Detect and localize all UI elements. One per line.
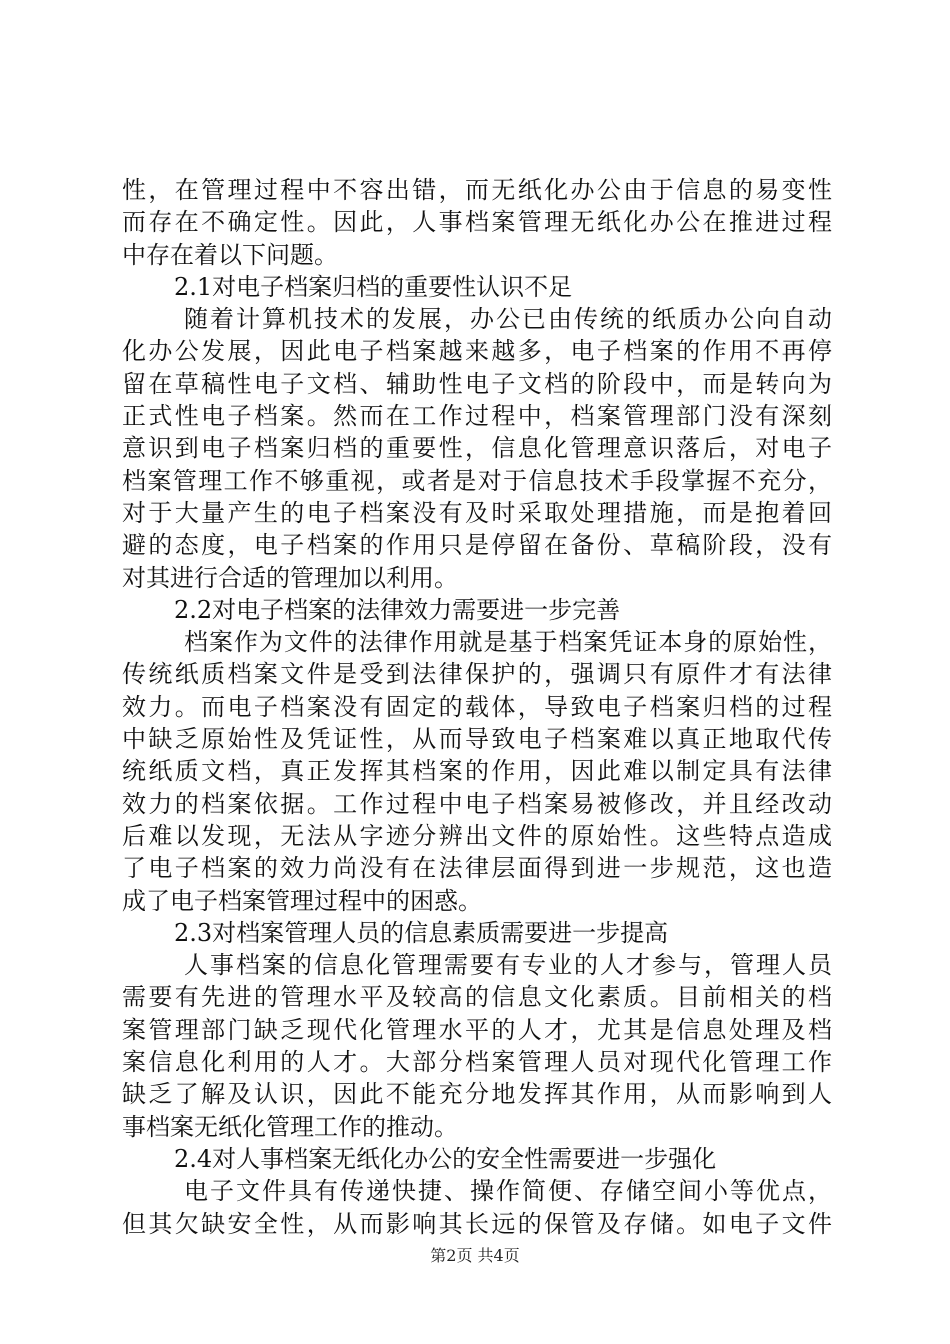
paragraph-first-line: 电子文件具有传递快捷、操作简便、存储空间小等优点， xyxy=(184,1177,832,1206)
body-line: 需要有先进的管理水平及较高的信息文化素质。目前相关的档 xyxy=(122,983,832,1012)
paragraph-first-line: 随着计算机技术的发展，办公已由传统的纸质办公向自动 xyxy=(184,305,832,334)
paragraph-last-line: 成了电子档案管理过程中的困惑。 xyxy=(122,886,482,915)
body-line: 统纸质文档，真正发挥其档案的作用，因此难以制定具有法律 xyxy=(122,757,832,786)
paragraph-last-line: 对其进行合适的管理加以利用。 xyxy=(122,563,458,592)
paragraph-last-line: 事档案无纸化管理工作的推动。 xyxy=(122,1112,458,1141)
body-line: 后难以发现，无法从字迹分辨出文件的原始性。这些特点造成 xyxy=(122,821,832,850)
body-line: 而存在不确定性。因此，人事档案管理无纸化办公在推进过程 xyxy=(122,208,832,237)
body-line: 缺乏了解及认识，因此不能充分地发挥其作用，从而影响到人 xyxy=(122,1080,832,1109)
body-line: 对于大量产生的电子档案没有及时采取处理措施，而是抱着回 xyxy=(122,498,832,527)
body-line: 案信息化利用的人才。大部分档案管理人员对现代化管理工作 xyxy=(122,1048,832,1077)
body-line: 中缺乏原始性及凭证性，从而导致电子档案难以真正地取代传 xyxy=(122,725,832,754)
document-body xyxy=(122,174,832,1240)
body-line: 正式性电子档案。然而在工作过程中，档案管理部门没有深刻 xyxy=(122,402,832,431)
body-line: 性，在管理过程中不容出错，而无纸化办公由于信息的易变性 xyxy=(122,176,832,204)
paragraph-last-line: 中存在着以下问题。 xyxy=(122,240,338,269)
body-line: 档案管理工作不够重视，或者是对于信息技术手段掌握不充分， xyxy=(122,466,832,495)
body-line: 了电子档案的效力尚没有在法律层面得到进一步规范，这也造 xyxy=(122,854,832,883)
paragraph-first-line: 人事档案的信息化管理需要有专业的人才参与，管理人员 xyxy=(184,951,832,980)
body-line: 效力的档案依据。工作过程中电子档案易被修改，并且经改动 xyxy=(122,789,832,818)
body-line: 留在草稿性电子文档、辅助性电子文档的阶段中，而是转向为 xyxy=(122,369,832,398)
section-heading: 2.4对人事档案无纸化办公的安全性需要进一步强化 xyxy=(174,1144,717,1173)
body-line: 避的态度，电子档案的作用只是停留在备份、草稿阶段，没有 xyxy=(122,531,832,560)
section-heading: 2.1对电子档案归档的重要性认识不足 xyxy=(174,272,573,301)
body-line: 意识到电子档案归档的重要性，信息化管理意识落后，对电子 xyxy=(122,434,832,463)
section-heading: 2.3对档案管理人员的信息素质需要进一步提高 xyxy=(174,918,669,947)
body-line: 但其欠缺安全性，从而影响其长远的保管及存储。如电子文件 xyxy=(122,1209,832,1238)
body-line: 效力。而电子档案没有固定的载体，导致电子档案归档的过程 xyxy=(122,692,832,721)
body-line: 化办公发展，因此电子档案越来越多，电子档案的作用不再停 xyxy=(122,337,832,366)
paragraph-first-line: 档案作为文件的法律作用就是基于档案凭证本身的原始性， xyxy=(184,628,832,657)
body-line: 传统纸质档案文件是受到法律保护的，强调只有原件才有法律 xyxy=(122,660,832,689)
page-footer: 第2页 共4页 xyxy=(430,1246,520,1265)
section-heading: 2.2对电子档案的法律效力需要进一步完善 xyxy=(174,595,621,624)
body-line: 案管理部门缺乏现代化管理水平的人才，尤其是信息处理及档 xyxy=(122,1015,832,1044)
